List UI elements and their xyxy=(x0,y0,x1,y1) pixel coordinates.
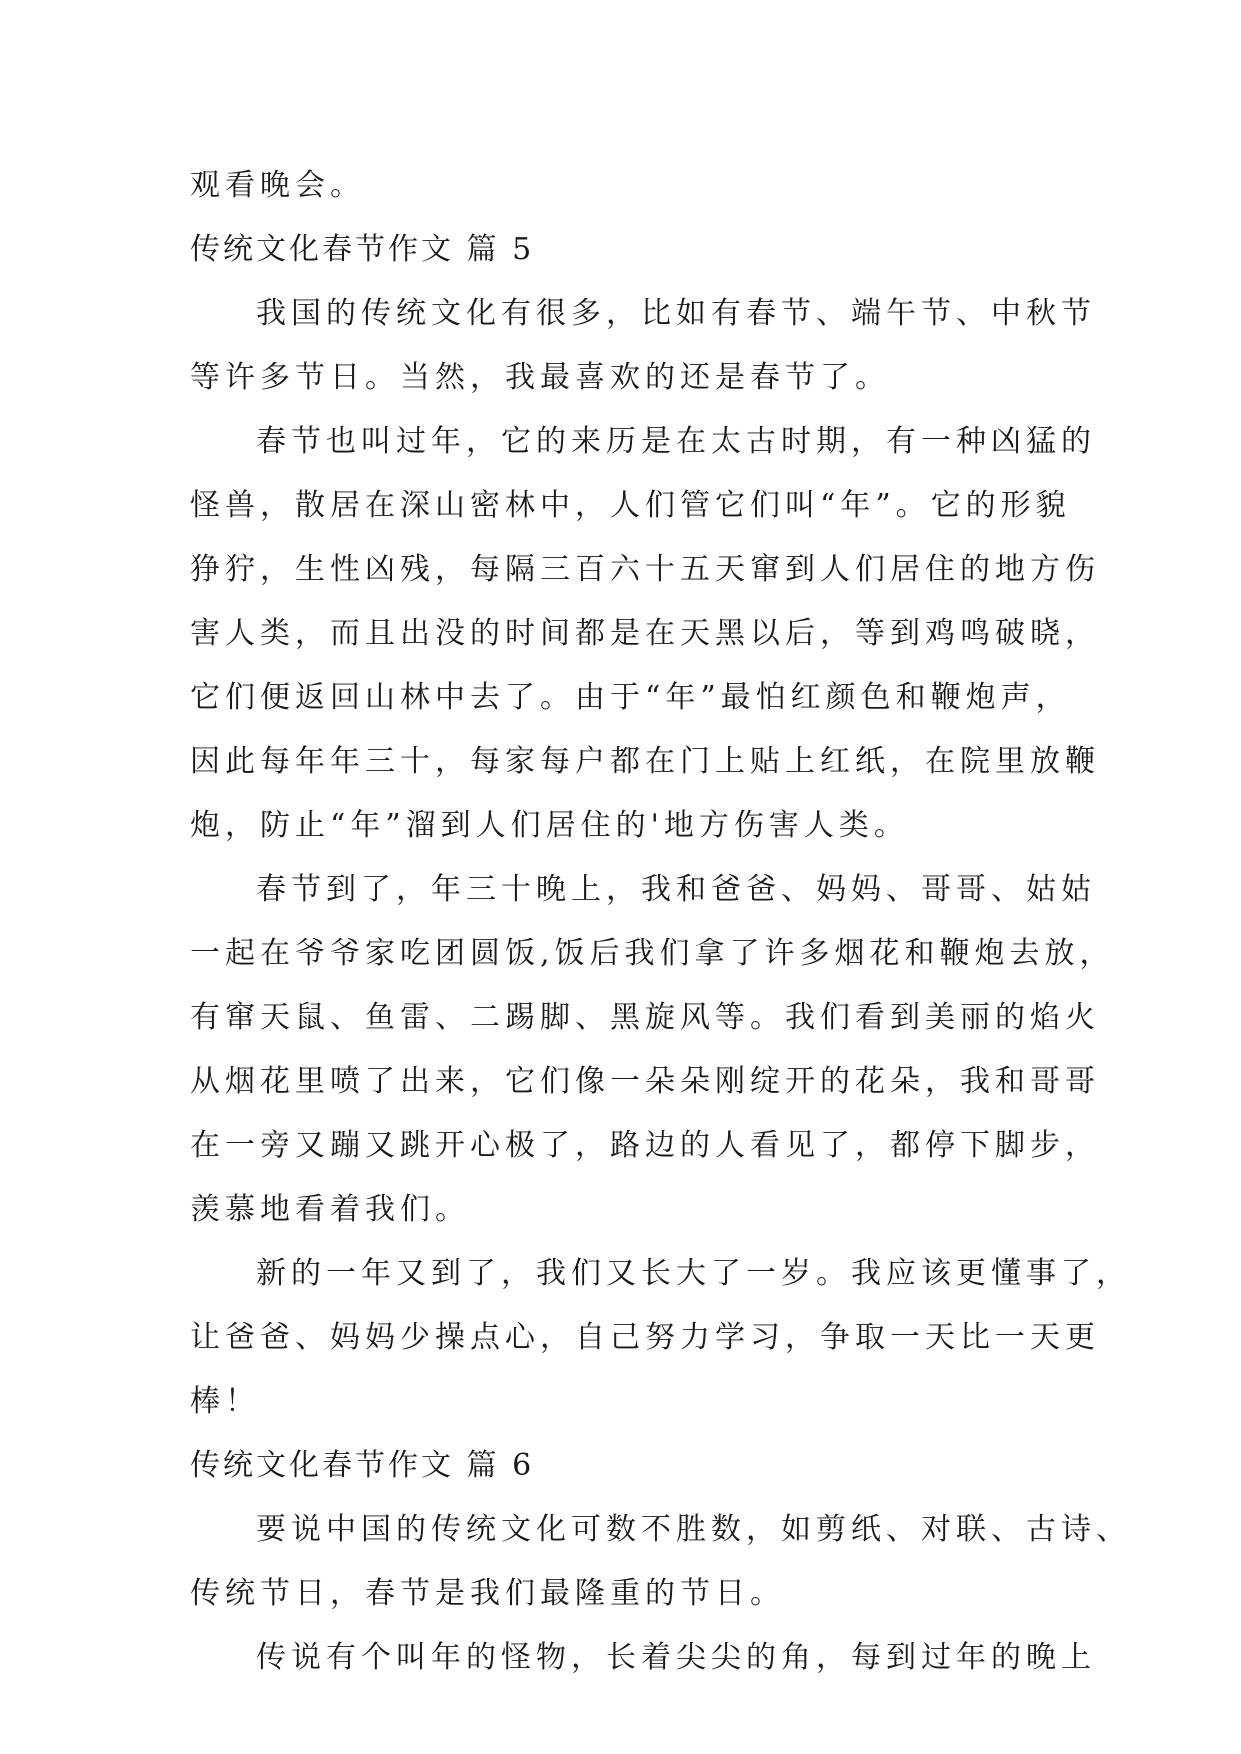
text-line: 狰狞，生性凶残，每隔三百六十五天窜到人们居住的地方伤 xyxy=(190,552,1100,587)
section-heading: 传统文化春节作文 篇 6 xyxy=(190,1448,535,1483)
paragraph-first-line: 春节到了，年三十晚上，我和爸爸、妈妈、哥哥、姑姑 xyxy=(256,872,1096,907)
text-line: 羡慕地看着我们。 xyxy=(190,1192,470,1227)
text-line: 炮，防止“年”溜到人们居住的'地方伤害人类。 xyxy=(190,808,909,843)
text-line: 等许多节日。当然，我最喜欢的还是春节了。 xyxy=(190,360,890,395)
text-line: 让爸爸、妈妈少操点心，自己努力学习，争取一天比一天更 xyxy=(190,1320,1100,1355)
text-line: 因此每年年三十，每家每户都在门上贴上红纸，在院里放鞭 xyxy=(190,744,1100,779)
text-line: 害人类，而且出没的时间都是在天黑以后，等到鸡鸣破晓， xyxy=(190,616,1100,651)
text-line: 从烟花里喷了出来，它们像一朵朵刚绽开的花朵，我和哥哥 xyxy=(190,1064,1100,1099)
text-line: 在一旁又蹦又跳开心极了，路边的人看见了，都停下脚步， xyxy=(190,1128,1100,1163)
text-line: 棒！ xyxy=(190,1384,260,1419)
text-line: 有窜天鼠、鱼雷、二踢脚、黑旋风等。我们看到美丽的焰火 xyxy=(190,1000,1100,1035)
text-line: 传统节日，春节是我们最隆重的节日。 xyxy=(190,1576,785,1611)
paragraph-first-line: 新的一年又到了，我们又长大了一岁。我应该更懂事了， xyxy=(256,1256,1131,1291)
text-line: 它们便返回山林中去了。由于“年”最怕红颜色和鞭炮声， xyxy=(190,680,1071,715)
paragraph-first-line: 要说中国的传统文化可数不胜数，如剪纸、对联、古诗、 xyxy=(256,1512,1131,1547)
section-heading: 传统文化春节作文 篇 5 xyxy=(190,232,535,267)
paragraph-first-line: 传说有个叫年的怪物，长着尖尖的角，每到过年的晚上 xyxy=(256,1640,1096,1675)
document-page xyxy=(190,154,1131,1690)
text-line: 怪兽，散居在深山密林中，人们管它们叫“年”。它的形貌 xyxy=(190,488,1071,523)
text-line: 一起在爷爷家吃团圆饭,饭后我们拿了许多烟花和鞭炮去放， xyxy=(190,936,1115,971)
paragraph-first-line: 春节也叫过年，它的来历是在太古时期，有一种凶猛的 xyxy=(256,424,1096,459)
paragraph-first-line: 我国的传统文化有很多，比如有春节、端午节、中秋节 xyxy=(256,296,1096,331)
text-line: 观看晚会。 xyxy=(190,168,365,203)
